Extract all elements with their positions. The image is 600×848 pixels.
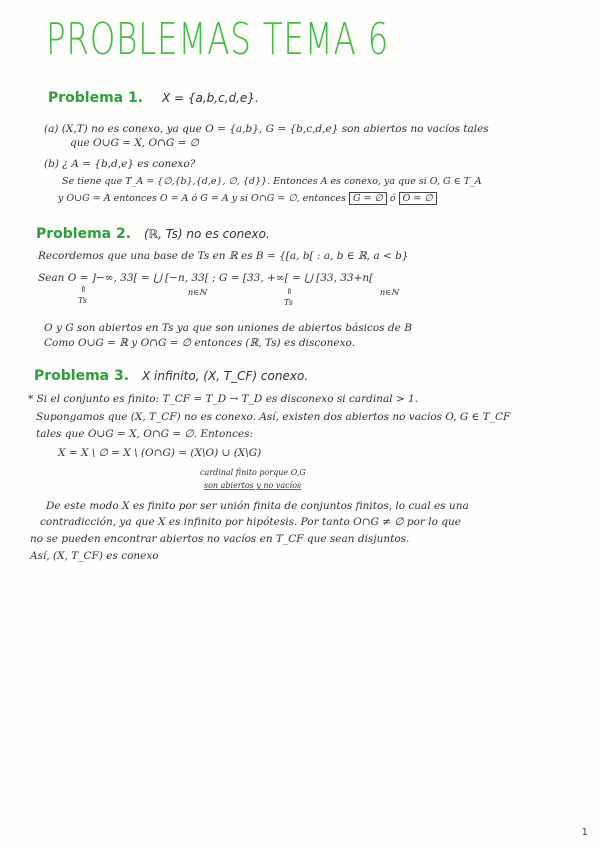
problem-1-line-b3-text: y O∪G = A entonces O = A ó G = A y si O∩G = ∅, entonces [58, 193, 346, 204]
problem-2-arrow-1: ⇑ [80, 285, 87, 294]
problem-1-line-b1: (b) ¿ A = {b,d,e} es conexo? [44, 158, 196, 170]
page-number: 1 [581, 827, 588, 838]
problem-2-line-3: O y G son abiertos en Ts ya que son uniones de abiertos básicos de B [44, 322, 412, 334]
problem-3-note-2 [204, 481, 301, 490]
problem-2-label: Problema 2. [36, 226, 132, 242]
problem-3-line-7: De este modo X es finito por ser unión finita de conjuntos finitos, lo cual es una [46, 500, 469, 512]
problem-2-claim: (ℝ, Ts) no es conexo. [143, 227, 270, 241]
problem-3-note-1: cardinal finito porque O,G [200, 468, 306, 477]
problem-1-line-a1: (a) (X,T) no es conexo, ya que O = {a,b}, G = {b,c,d,e} son abiertos no vacíos tales [44, 123, 489, 135]
problem-3-label: Problema 3. [34, 368, 130, 384]
problem-2-ts-2: Ts [284, 298, 293, 307]
problem-1-box-o-empty: O = ∅ [399, 192, 437, 205]
problem-1-line-b3 [58, 193, 437, 204]
problem-2-line-2: Sean O = ]−∞, 33[ = ⋃ [−n, 33[ ; G = [33, +∞[ = ⋃ [33, 33+n[ [38, 272, 374, 284]
problem-2-heading [36, 226, 270, 242]
problem-2-arrow-2: ⇑ [286, 287, 293, 296]
problem-2-sub-1: n∈ℕ [188, 288, 207, 297]
problem-1-set: X = {a,b,c,d,e}. [161, 91, 259, 105]
problem-3-claim: X infinito, (X, T_CF) conexo. [141, 369, 309, 383]
problem-2-sub-2: n∈ℕ [380, 288, 399, 297]
problem-3-line-3: tales que O∪G = X, O∩G = ∅. Entonces: [36, 428, 254, 440]
problem-1-or: ó [389, 193, 396, 204]
problem-3-note-2-text: son abiertos y no vacíos [204, 481, 302, 490]
problem-3-line-9: no se pueden encontrar abiertos no vacíos en T_CF que sean disjuntos. [30, 533, 410, 545]
problem-3-line-4: X = X \ ∅ = X \ (O∩G) = (X\O) ∪ (X\G) [58, 447, 262, 459]
problem-2-ts-1: Ts [78, 296, 87, 305]
problem-1-line-a2: que O∪G = X, O∩G = ∅ [70, 137, 199, 149]
problem-3-line-2: Supongamos que (X, T_CF) no es conexo. Así, existen dos abiertos no vacíos O, G ∈ T_CF [36, 411, 511, 423]
problem-1-label: Problema 1. [48, 90, 144, 106]
problem-1-heading [48, 90, 259, 106]
problem-3-line-10: Así, (X, T_CF) es conexo [30, 550, 159, 562]
page-title: PROBLEMAS TEMA 6 [46, 14, 390, 65]
problem-1-line-b2: Se tiene que T_A = {∅,{b},{d,e}, ∅, {d}}. Entonces A es conexo, ya que si O, G ∈ T_A [62, 176, 482, 187]
problem-1-box-g-empty: G = ∅ [349, 192, 387, 205]
problem-3-line-1: * Si el conjunto es finito: T_CF = T_D → T_D es disconexo si cardinal > 1. [28, 393, 419, 405]
problem-3-heading [34, 368, 308, 384]
problem-2-line-4: Como O∪G = ℝ y O∩G = ∅ entonces (ℝ, Ts) es disconexo. [44, 337, 355, 349]
problem-2-line-1: Recordemos que una base de Ts en ℝ es B = {[a, b[ : a, b ∈ ℝ, a < b} [38, 250, 409, 262]
problem-3-line-8: contradicción, ya que X es infinito por hipótesis. Por tanto O∩G ≠ ∅ por lo que [40, 516, 461, 528]
